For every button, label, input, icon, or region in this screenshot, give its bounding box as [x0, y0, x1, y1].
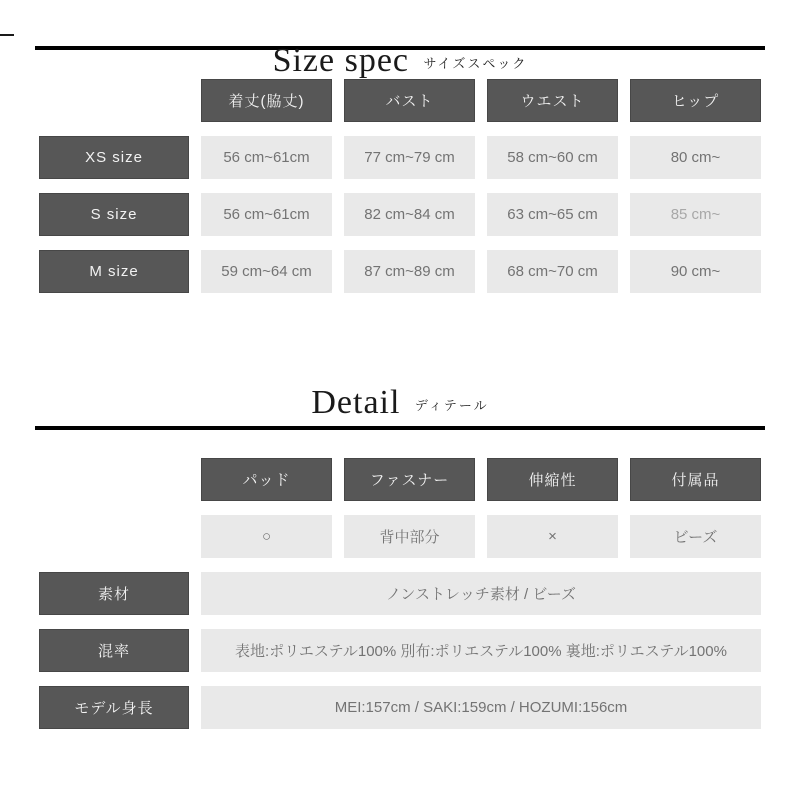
size-col-header-bust: バスト [344, 79, 475, 122]
detail-col-header-accessory: 付属品 [630, 458, 761, 501]
size-spec-title-en: Size spec [272, 42, 410, 79]
size-value-m-waist: 68 cm~70 cm [487, 250, 618, 293]
detail-row-value-material: ノンストレッチ素材 / ビーズ [201, 572, 761, 615]
size-value-s-hip: 85 cm~ [630, 193, 761, 236]
detail-value-stretch: × [487, 515, 618, 558]
detail-col-header-fastener: ファスナー [344, 458, 475, 501]
detail-value-fastener: 背中部分 [344, 515, 475, 558]
size-spec-title-jp: サイズスペック [423, 56, 528, 71]
detail-col-header-stretch: 伸縮性 [487, 458, 618, 501]
size-value-xs-length: 56 cm~61cm [201, 136, 332, 179]
size-spec-title [0, 0, 800, 79]
detail-row-value-composition: 表地:ポリエステル100% 別布:ポリエステル100% 裏地:ポリエステル100% [201, 629, 761, 672]
size-col-header-length: 着丈(脇丈) [201, 79, 332, 122]
size-row-label-s: S size [39, 193, 189, 236]
detail-table [39, 458, 761, 729]
detail-value-accessory: ビーズ [630, 515, 761, 558]
size-header-spacer [39, 79, 189, 122]
size-value-m-bust: 87 cm~89 cm [344, 250, 475, 293]
detail-header-spacer [39, 458, 189, 501]
detail-value-pad: ○ [201, 515, 332, 558]
detail-value-spacer [39, 515, 189, 558]
size-value-m-length: 59 cm~64 cm [201, 250, 332, 293]
detail-row-label-material: 素材 [39, 572, 189, 615]
size-row-label-xs: XS size [39, 136, 189, 179]
detail-title-jp: ディテール [414, 398, 489, 413]
detail-row-label-composition: 混率 [39, 629, 189, 672]
size-value-xs-bust: 77 cm~79 cm [344, 136, 475, 179]
size-spec-table [39, 79, 761, 293]
size-value-xs-hip: 80 cm~ [630, 136, 761, 179]
detail-title [0, 382, 800, 426]
size-col-header-waist: ウエスト [487, 79, 618, 122]
size-value-s-waist: 63 cm~65 cm [487, 193, 618, 236]
detail-col-header-pad: パッド [201, 458, 332, 501]
detail-title-en: Detail [311, 384, 401, 421]
size-value-s-bust: 82 cm~84 cm [344, 193, 475, 236]
detail-title-rule [35, 426, 765, 430]
top-left-line-fragment [0, 34, 14, 36]
size-value-s-length: 56 cm~61cm [201, 193, 332, 236]
size-col-header-hip: ヒップ [630, 79, 761, 122]
size-value-m-hip: 90 cm~ [630, 250, 761, 293]
size-value-xs-waist: 58 cm~60 cm [487, 136, 618, 179]
detail-row-value-model-height: MEI:157cm / SAKI:159cm / HOZUMI:156cm [201, 686, 761, 729]
size-row-label-m: M size [39, 250, 189, 293]
detail-row-label-model-height: モデル身長 [39, 686, 189, 729]
